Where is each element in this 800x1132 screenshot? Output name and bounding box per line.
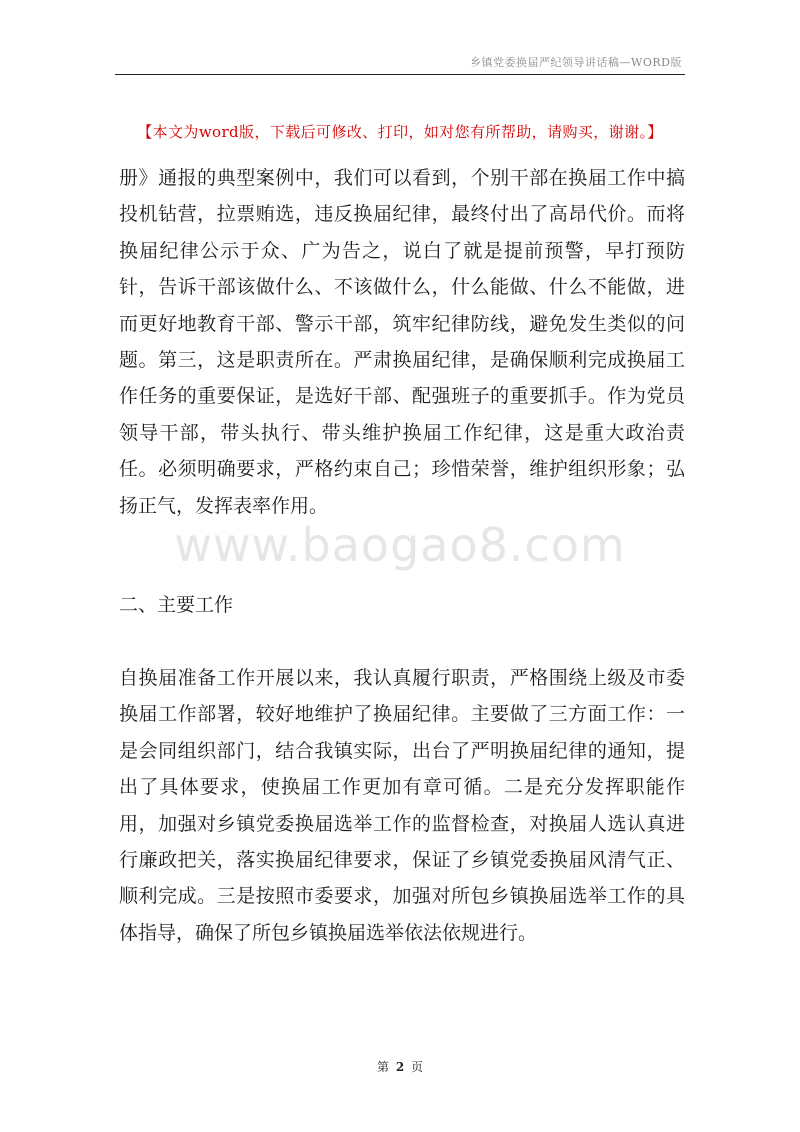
watermark: www.baogao8.com <box>174 518 626 572</box>
page-number: 2 <box>395 1060 405 1074</box>
running-header: 乡镇党委换届严纪领导讲话稿—WORD版 <box>470 56 682 69</box>
purchase-notice: 【本文为word版，下载后可修改、打印，如对您有所帮助，请购买，谢谢。】 <box>137 123 663 141</box>
body-paragraph-2: 自换届准备工作开展以来，我认真履行职责，严格围绕上级及市委换届工作部署，较好地维护了换届纪律。主要做了三方面工作：一是会同组织部门，结合我镇实际，出台了严明换届纪律的通知，提出了具体要求，使换届工作更加有章可循。二是充分发挥职能作用，加强对乡镇党委换届选举工作的监督检查，对换届人选认真进行廉政把关，落实换届纪律要求，保证了乡镇党委换届风清气正、顺利完成。三是按照市委要求，加强对所包乡镇换届选举工作的具体指导，确保了所包乡镇换届选举依法依规进行。 <box>119 667 685 944</box>
body-paragraph-1: 册》通报的典型案例中，我们可以看到，个别干部在换届工作中搞投机钻营，拉票贿选，违反换届纪律，最终付出了高昂代价。而将换届纪律公示于众、广为告之，说白了就是提前预警，早打预防针，告诉干部该做什么、不该做什么，什么能做、什么不能做，进而更好地教育干部、警示干部，筑牢纪律防线，避免发生类似的问题。第三，这是职责所在。严肃换届纪律，是确保顺利完成换届工作任务的重要保证，是选好干部、配强班子的重要抓手。作为党员领导干部，带头执行、带头维护换届工作纪律，这是重大政治责任。必须明确要求，严格约束自己；珍惜荣誉，维护组织形象；弘扬正气，发挥表率作用。 <box>119 167 685 517</box>
section-heading: 二、主要工作 <box>119 594 234 616</box>
footer-prefix: 第 <box>376 1060 389 1074</box>
page-footer <box>0 1058 800 1075</box>
header-divider <box>115 74 685 75</box>
footer-suffix: 页 <box>411 1060 424 1074</box>
